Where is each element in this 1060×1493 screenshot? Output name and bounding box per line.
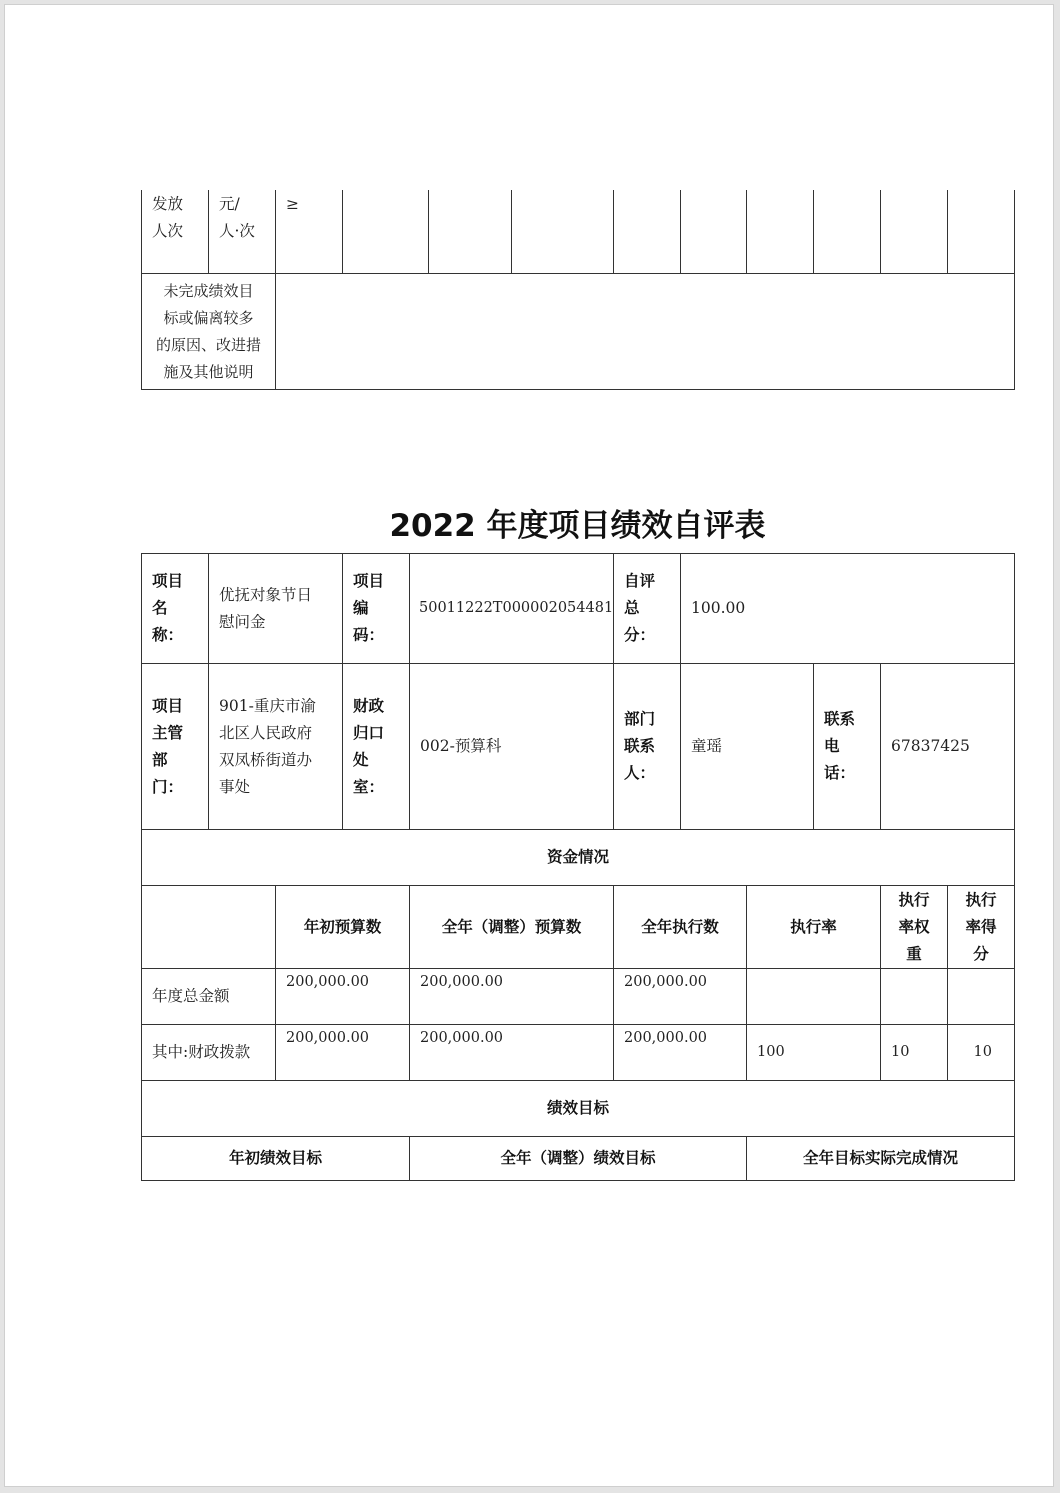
project-name-value: 优抚对象节日 慰问金 xyxy=(219,585,313,631)
funding-row-fiscal-initial: 200,000.00 xyxy=(286,1030,370,1046)
funding-row-fiscal-executed: 200,000.00 xyxy=(624,1030,708,1046)
funding-header-blank xyxy=(142,886,275,968)
funding-header-initial-budget: 年初预算数 xyxy=(303,917,382,936)
funding-header-rate-score: 执行 率得 分 xyxy=(965,890,997,963)
funding-row-fiscal-adjusted: 200,000.00 xyxy=(420,1030,504,1046)
self-score-value: 100.00 xyxy=(691,599,746,617)
funding-row-fiscal-weight: 10 xyxy=(891,1044,910,1060)
indicator-unit-cell: 元/ 人·次 xyxy=(219,195,255,240)
funding-header-exec-rate: 执行率 xyxy=(790,917,837,936)
funding-row-total-score xyxy=(948,969,1014,1024)
unfinished-reason-value xyxy=(276,274,1014,389)
funding-row-total-rate xyxy=(747,969,880,1024)
funding-row-total-executed: 200,000.00 xyxy=(624,974,708,990)
phone-value: 67837425 xyxy=(891,737,970,755)
funding-row-fiscal-score: 10 xyxy=(973,1044,992,1060)
funding-row-total-label: 年度总金额 xyxy=(152,987,230,1005)
unfinished-reason-label: 未完成绩效目 标或偏离较多 的原因、改进措 施及其他说明 xyxy=(155,281,261,381)
funding-row-total-weight xyxy=(881,969,947,1024)
phone-label: 联系 电话： xyxy=(824,710,856,782)
performance-header-adjusted-goal: 全年（调整）绩效目标 xyxy=(500,1149,656,1167)
project-code-label: 项目 编码： xyxy=(353,572,385,644)
finance-office-value: 002-预算科 xyxy=(420,737,502,755)
contact-label: 部门 联系 人： xyxy=(624,710,656,782)
performance-section-title: 绩效目标 xyxy=(546,1099,609,1117)
page-title: 2022 年度项目绩效自评表 xyxy=(389,508,766,544)
project-name-label: 项目 名称： xyxy=(152,572,184,644)
dept-value: 901-重庆市渝 北区人民政府 双凤桥街道办 事处 xyxy=(219,696,316,796)
funding-row-fiscal-label: 其中:财政拨款 xyxy=(152,1043,251,1061)
contact-value: 童瑶 xyxy=(691,737,723,755)
funding-row-fiscal-rate: 100 xyxy=(757,1044,785,1060)
funding-section-title: 资金情况 xyxy=(546,848,609,866)
performance-header-actual-completion: 全年目标实际完成情况 xyxy=(802,1149,958,1167)
self-score-label: 自评 总分： xyxy=(624,572,656,644)
funding-header-adjusted-budget: 全年（调整）预算数 xyxy=(441,917,582,936)
performance-header-initial-goal: 年初绩效目标 xyxy=(228,1149,322,1167)
project-code-value: 50011222T000002054481 xyxy=(419,600,614,616)
funding-row-total-adjusted: 200,000.00 xyxy=(420,974,504,990)
indicator-symbol-cell: ≥ xyxy=(286,195,299,213)
funding-row-total-initial: 200,000.00 xyxy=(286,974,370,990)
indicator-name-cell: 发放 人次 xyxy=(152,195,184,240)
finance-office-label: 财政 归口 处室： xyxy=(353,696,385,796)
funding-header-executed: 全年执行数 xyxy=(641,917,719,936)
funding-header-rate-weight: 执行 率权 重 xyxy=(898,890,930,963)
dept-label: 项目 主管 部门： xyxy=(152,696,184,796)
